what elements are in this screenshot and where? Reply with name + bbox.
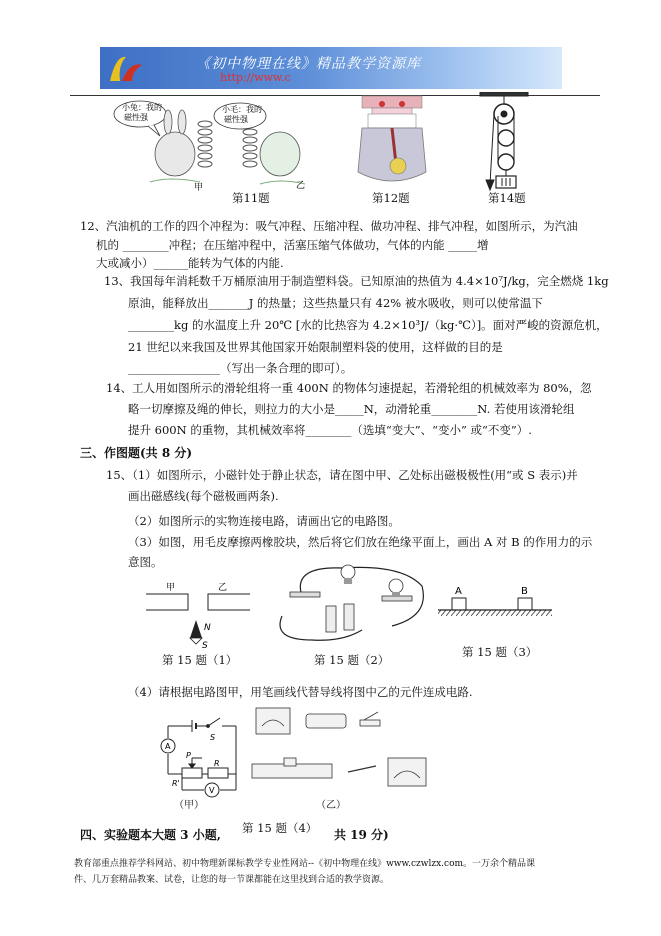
q15-p4: （4）请根据电路图甲，用笔画线代替导线将图中乙的元件连成电路. xyxy=(128,685,473,699)
section4-heading-right: 共 19 分) xyxy=(334,828,389,842)
label-fig4-jia: （甲） xyxy=(174,800,204,811)
q11-label-yi: 乙 xyxy=(296,181,306,191)
bubble-left-line2: 磁性强 xyxy=(124,113,148,122)
fig1-label-yi: 乙 xyxy=(218,583,228,593)
battery-icon xyxy=(344,604,354,630)
q15-fig3 xyxy=(436,580,554,630)
q15-p3-line2: 意图。 xyxy=(128,555,163,569)
fig3-label-b: B xyxy=(521,586,528,597)
bubble-left-line1: 小兔：我的 xyxy=(122,103,162,112)
section4-heading-left: 四、实验题本大题 3 小题, xyxy=(80,828,221,842)
q14-line1: 14、工人用如图所示的滑轮组将一重 400N 的物体匀速提起，若滑轮组的机械效率为 80%，忽 xyxy=(106,381,592,395)
schematic-ammeter-label: A xyxy=(165,742,171,751)
caption-q15-4: 第 15 题（4） xyxy=(242,821,318,835)
compass-needle-icon xyxy=(190,620,202,638)
q14-line3: 提升 600N 的重物，其机械效率将________（选填“变大”、“变小” 或“不变”）. xyxy=(128,423,532,437)
q12-line2: 机的 ________冲程；在压缩冲程中，活塞压缩气体做功，气体的内能 _____增 xyxy=(96,238,489,252)
fig1-label-n: N xyxy=(204,623,211,633)
bubble-right-line2: 磁性强 xyxy=(224,115,248,124)
caption-q15-2: 第 15 题（2） xyxy=(314,653,390,667)
q15-fig4-schematic xyxy=(152,706,244,810)
top-figures xyxy=(110,92,550,194)
site-logo-icon xyxy=(106,51,146,85)
schematic-voltmeter-label: V xyxy=(209,786,215,795)
q15-p2: （2）如图所示的实物连接电路，请画出它的电路图。 xyxy=(128,514,400,528)
switch-icon xyxy=(360,720,380,726)
q11-label-jia: 甲 xyxy=(194,183,204,193)
caption-q15-1: 第 15 题（1） xyxy=(162,653,238,667)
bulb-icon xyxy=(389,579,403,593)
q15-p3-line1: （3）如图，用毛皮摩擦两橡胶块，然后将它们放在绝缘平面上，画出 A 对 B 的作用力的示 xyxy=(128,535,593,549)
caption-q14: 第14题 xyxy=(488,191,526,205)
q15-p1-line2: 画出磁感线(每个磁极画两条). xyxy=(128,489,279,503)
header-url: http://www.c xyxy=(220,71,291,84)
q13-line5: ________________（写出一条合理的即可）。 xyxy=(128,361,353,375)
fig1-label-s: S xyxy=(202,641,208,650)
header-banner xyxy=(100,47,562,89)
schematic-rheostat-label: R' xyxy=(172,779,180,788)
ammeter-icon xyxy=(256,708,290,734)
q15-p1-line1: 15、（1）如图所示，小磁针处于静止状态，请在图中甲、乙处标出磁极极性(用“或 S 表示)并 xyxy=(106,468,578,482)
q13-line1: 13、我国每年消耗数千万桶原油用于制造塑料袋。已知原油的热值为 4.4×10⁷J/kg，完全燃烧 1kg xyxy=(104,274,609,288)
q14-line2: 略一切摩擦及绳的伸长，则拉力的大小是_____N，动滑轮重________N. 若使用该滑轮组 xyxy=(128,402,575,416)
q12-engine-figure xyxy=(358,96,426,181)
schematic-switch-label: S xyxy=(210,733,216,742)
voltmeter-icon xyxy=(388,758,426,786)
caption-q12: 第12题 xyxy=(372,191,410,205)
q15-fig2 xyxy=(272,556,432,648)
q14-pulley-figure xyxy=(480,92,528,190)
header-title: 《初中物理在线》精品教学资源库 xyxy=(196,56,421,72)
battery-icon xyxy=(326,606,336,632)
q15-fig4-components xyxy=(248,700,444,800)
footer-line1: 教育部重点推荐学科网站、初中物理新课标教学专业性网站--《初中物理在线》www.czwlzx.com。一万余个精品课 xyxy=(74,859,536,869)
bubble-right-line1: 小毛：我的 xyxy=(222,105,262,114)
q15-fig1 xyxy=(144,580,254,650)
resistor-icon xyxy=(306,714,346,728)
footer-line2: 件、几万套精品教案、试卷，让您的每一节课都能在这里找到合适的教学资源。 xyxy=(74,875,390,885)
q12-line1: 12、汽油机的工作的四个冲程为：吸气冲程、压缩冲程、做功冲程、排气冲程，如图所示，为汽油 xyxy=(80,219,578,233)
q13-line3: ________kg 的水温度上升 20℃ [水的比热容为 4.2×10³J/（kg·℃）]。面对严峻的资源危机， xyxy=(128,318,608,332)
q12-line3: 大或减小）______能转为气体的内能. xyxy=(96,256,284,270)
section3-heading: 三、作图题(共 8 分) xyxy=(80,446,193,460)
bulb-icon xyxy=(341,565,355,579)
schematic-slider-label: P xyxy=(186,751,191,760)
fig3-label-a: A xyxy=(455,586,462,597)
label-fig4-yi: （乙） xyxy=(316,800,346,811)
q13-line4: 21 世纪以来我国及世界其他国家开始限制塑料袋的使用，这样做的目的是 xyxy=(128,340,503,354)
caption-q11: 第11题 xyxy=(232,191,270,205)
schematic-resistor-label: R xyxy=(214,759,220,768)
fig1-label-jia: 甲 xyxy=(166,583,176,593)
q13-line2: 原油，能释放出_______J 的热量；这些热量只有 42% 被水吸收，则可以使常温下 xyxy=(128,296,543,310)
caption-q15-3: 第 15 题（3） xyxy=(462,645,538,659)
